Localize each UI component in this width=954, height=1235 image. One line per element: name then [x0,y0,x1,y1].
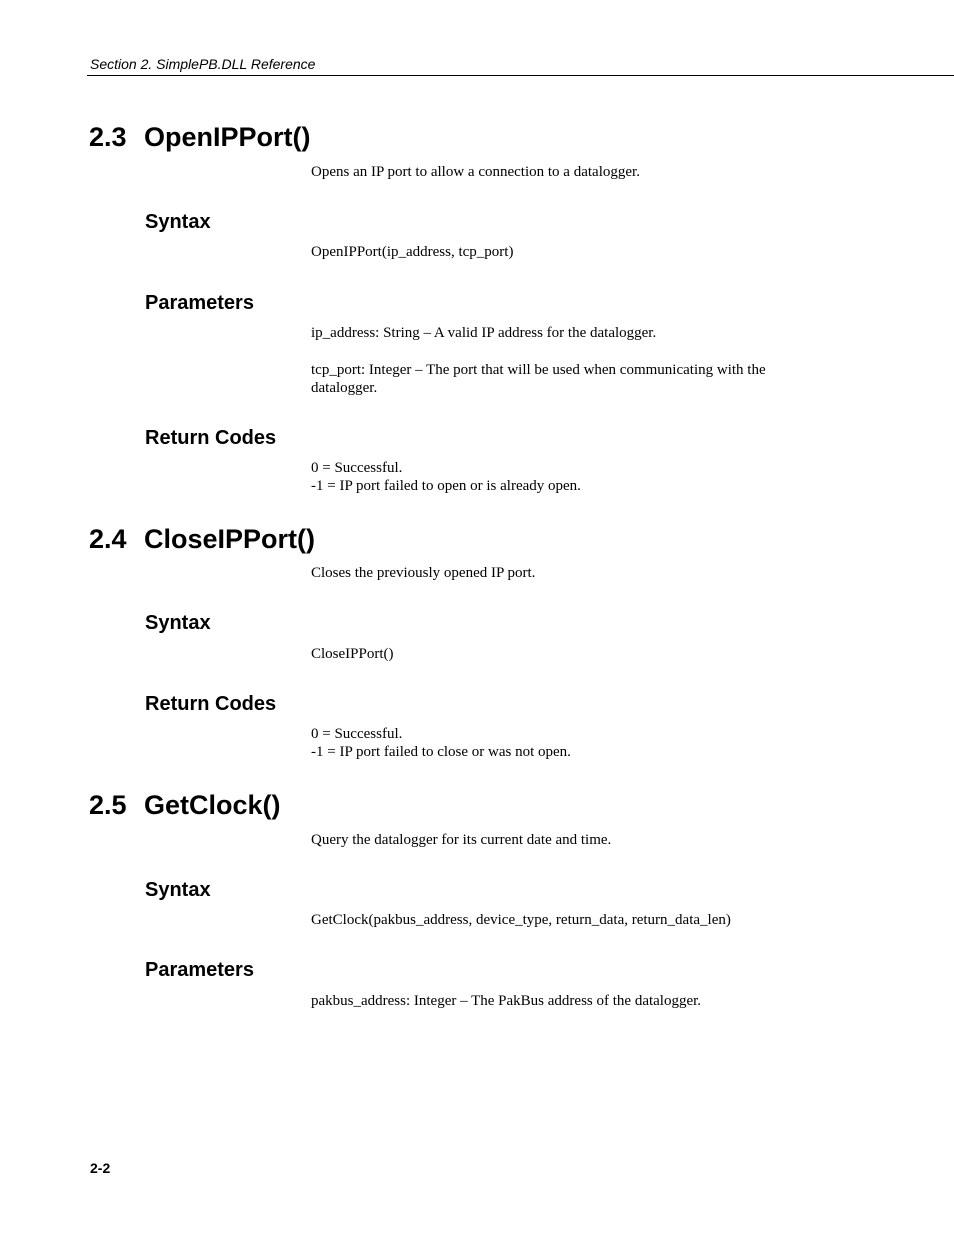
syntax-heading: Syntax [145,879,211,901]
section-title: CloseIPPort() [144,524,316,554]
parameters-heading: Parameters [145,292,254,314]
section-number: 2.4 [89,524,127,554]
syntax-text: OpenIPPort(ip_address, tcp_port) [311,244,514,260]
section-number: 2.3 [89,122,127,152]
parameters-heading: Parameters [145,959,254,981]
section-title: GetClock() [144,790,281,820]
return-code-item: -1 = IP port failed to open or is already open. [311,478,581,494]
parameter-item: pakbus_address: Integer – The PakBus address of the datalogger. [311,993,702,1009]
return-code-item: 0 = Successful. [311,726,403,742]
section-title: OpenIPPort() [144,122,311,152]
syntax-text: GetClock(pakbus_address, device_type, return_data, return_data_len) [311,912,731,928]
section-description: Closes the previously opened IP port. [311,565,536,581]
parameter-item: tcp_port: Integer – The port that will be used when communicating with the datalogger. [311,362,766,396]
return-codes-heading: Return Codes [145,427,277,449]
section-description: Opens an IP port to allow a connection to a datalogger. [311,164,640,180]
section-number: 2.5 [89,790,127,820]
syntax-heading: Syntax [145,612,211,634]
running-header: Section 2. SimplePB.DLL Reference [90,56,316,72]
section-heading-closeipport [89,523,315,555]
return-code-item: 0 = Successful. [311,460,403,476]
return-code-item: -1 = IP port failed to close or was not open. [311,744,571,760]
parameter-item: ip_address: String – A valid IP address for the datalogger. [311,325,657,341]
section-heading-getclock [89,789,281,821]
syntax-heading: Syntax [145,211,211,233]
section-heading-openipport [89,121,311,153]
syntax-text: CloseIPPort() [311,646,394,662]
page-number: 2-2 [90,1160,111,1176]
section-description: Query the datalogger for its current date and time. [311,832,612,848]
return-codes-heading: Return Codes [145,693,277,715]
header-rule [87,75,954,76]
